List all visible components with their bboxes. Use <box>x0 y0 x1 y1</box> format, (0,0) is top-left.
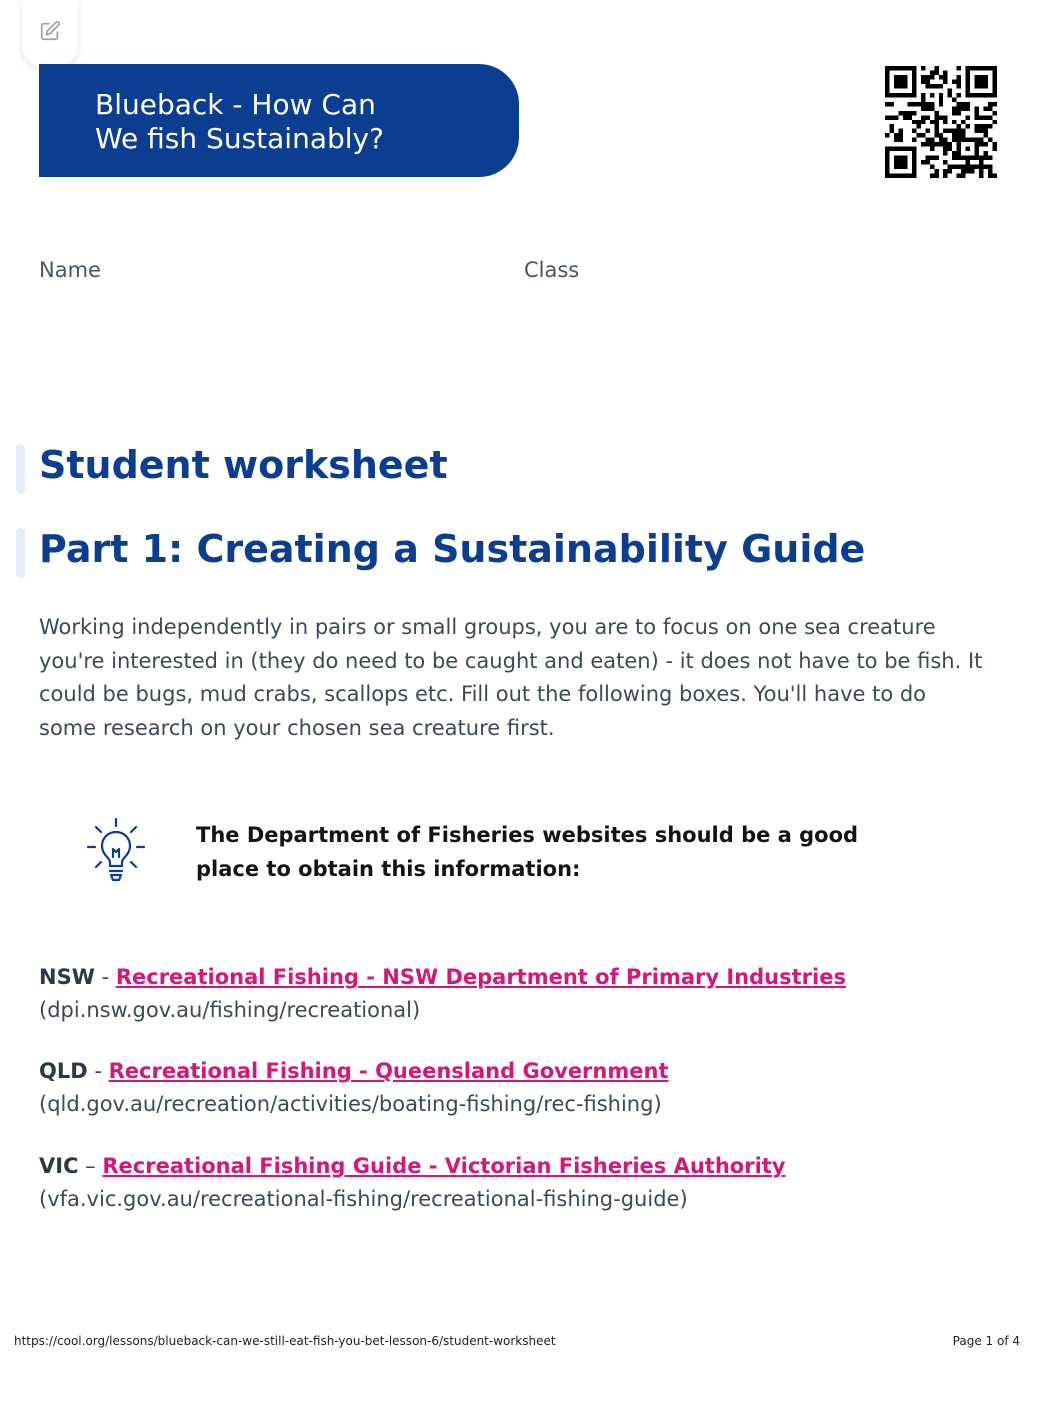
url-text: (qld.gov.au/recreation/activities/boating-fishing/rec-fishing) <box>39 1092 662 1116</box>
name-label: Name <box>39 258 101 282</box>
state-label: VIC <box>39 1154 79 1178</box>
heading-accent-bar <box>16 444 25 494</box>
worksheet-heading: Student worksheet <box>39 443 448 487</box>
vic-fishing-link[interactable]: Recreational Fishing Guide - Victorian Fisheries Authority <box>102 1154 786 1178</box>
resource-vic <box>39 1150 786 1216</box>
tip-text: The Department of Fisheries websites should be a good place to obtain this information: <box>196 823 859 881</box>
heading-accent-bar <box>16 528 25 578</box>
class-label: Class <box>524 258 580 282</box>
resource-qld <box>39 1055 668 1121</box>
intro-paragraph: Working independently in pairs or small groups, you are to focus on one sea creature you're interested in (they do need to be caught and eaten) - it does not have to be fish. It could be bugs, mud crabs, scallops etc. Fill out the following boxes. You'll have to do some research on your chosen sea creature first. <box>39 615 983 740</box>
url-text: (vfa.vic.gov.au/recreational-fishing/recreational-fishing-guide) <box>39 1187 688 1211</box>
separator: - <box>94 1059 102 1083</box>
lightbulb-icon <box>84 817 148 883</box>
page-title-line2: We fish Sustainably? <box>95 122 384 155</box>
edit-icon <box>39 20 61 42</box>
separator: – <box>85 1154 96 1178</box>
page-title-line1: Blueback - How Can <box>95 88 376 121</box>
page-number: Page 1 of 4 <box>952 1334 1020 1348</box>
qr-code-icon <box>885 66 997 178</box>
resource-nsw <box>39 961 846 1027</box>
url-text: (dpi.nsw.gov.au/fishing/recreational) <box>39 998 421 1022</box>
qld-fishing-link[interactable]: Recreational Fishing - Queensland Government <box>108 1059 669 1083</box>
state-label: QLD <box>39 1059 88 1083</box>
edit-button[interactable] <box>22 0 78 68</box>
footer-url: https://cool.org/lessons/blueback-can-we-still-eat-fish-you-bet-lesson-6/student-worksheet <box>14 1334 556 1348</box>
part1-heading: Part 1: Creating a Sustainability Guide <box>39 527 866 571</box>
nsw-fishing-link[interactable]: Recreational Fishing - NSW Department of Primary Industries <box>115 965 846 989</box>
state-label: NSW <box>39 965 95 989</box>
separator: - <box>101 965 110 989</box>
title-banner <box>39 64 519 177</box>
